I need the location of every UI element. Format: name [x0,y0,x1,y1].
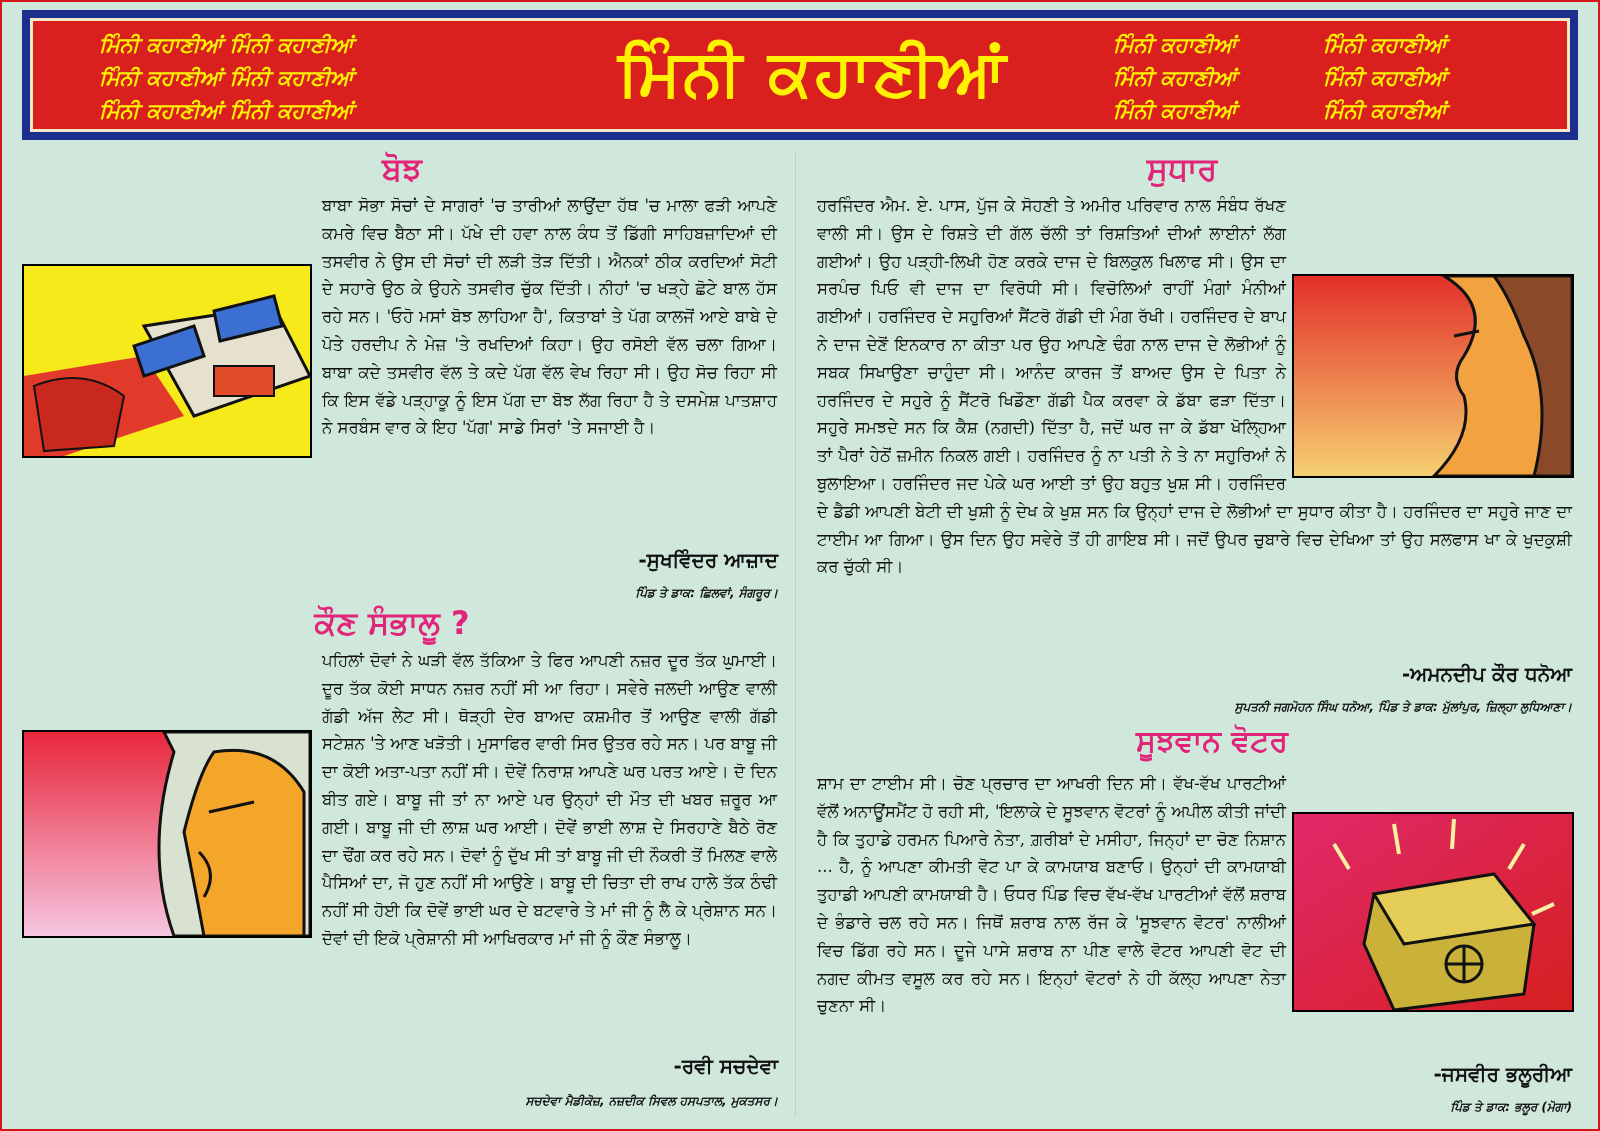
story-bojh-author: -ਸੁਖਵਿੰਦਰ ਆਜ਼ਾਦ [638,548,778,572]
story-voter-body: ਸ਼ਾਮ ਦਾ ਟਾਈਮ ਸੀ। ਚੋਣ ਪ੍ਰਚਾਰ ਦਾ ਆਖਰੀ ਦਿਨ ਸੀ। ਵੱਖ-ਵੱਖ ਪਾਰਟੀਆਂ ਵੱਲੋਂ ਅਨਾਊਂਸਮੈਂਟ ਹੋ ਰਹੀ ਸੀ, 'ਇਲਾਕੇ ਦੇ ਸੂਝਵਾਨ ਵੋਟਰਾਂ ਨੂੰ ਅਪੀਲ ਕੀਤੀ ਜਾਂਦੀ ਹੈ ਕਿ ਤੁਹਾਡੇ ਹਰਮਨ ਪਿਆਰੇ ਨੇਤਾ, ਗ਼ਰੀਬਾਂ ਦੇ ਮਸੀਹਾ, ਜਿਨ੍ਹਾਂ ਦਾ ਚੋਣ ਨਿਸ਼ਾਨ ... ਹੈ, ਨੂੰ ਆਪਣਾ ਕੀਮਤੀ ਵੋਟ ਪਾ ਕੇ ਕਾਮਯਾਬ ਬਣਾਓ। ਉਨ੍ਹਾਂ ਦੀ ਕਾਮਯਾਬੀ ਤੁਹਾਡੀ ਆਪਣੀ ਕਾਮਯਾਬੀ ਹੈ। ਓਧਰ ਪਿੰਡ ਵਿਚ ਵੱਖ-ਵੱਖ ਪਾਰਟੀਆਂ ਵੱਲੋਂ ਸ਼ਰਾਬ ਦੇ ਭੰਡਾਰੇ ਚਲ ਰਹੇ ਸਨ। ਜਿਥੋਂ ਸ਼ਰਾਬ ਨਾਲ ਰੱਜ ਕੇ 'ਸੂਝਵਾਨ ਵੋਟਰ' ਨਾਲੀਆਂ ਵਿਚ ਡਿੱਗ ਰਹੇ ਸਨ। ਦੂਜੇ ਪਾਸੇ ਸ਼ਰਾਬ ਨਾ ਪੀਣ ਵਾਲੇ ਵੋਟਰ ਆਪਣੀ ਵੋਟ ਦੀ ਨਗਦ ਕੀਮਤ ਵਸੂਲ ਕਰ ਰਹੇ ਸਨ। ਇਨ੍ਹਾਂ ਵੋਟਰਾਂ ਨੇ ਹੀ ਕੱਲ੍ਹ ਆਪਣਾ ਨੇਤਾ ਚੁਣਨਾ ਸੀ। [817,774,1286,1016]
story-sudhar-float [1286,274,1572,484]
banner-repeat-6: ਮਿੰਨੀ ਕਹਾਣੀਆਂ [1113,99,1237,123]
story-kaun-text [22,647,777,1027]
banner-repeat-1: ਮਿੰਨੀ ਕਹਾਣੀਆਂ ਮਿੰਨੀ ਕਹਾਣੀਆਂ [99,33,354,57]
banner-repeat-5: ਮਿੰਨੀ ਕਹਾਣੀਆਂ [1113,66,1237,90]
banner-repeat-3: ਮਿੰਨੀ ਕਹਾਣੀਆਂ ਮਿੰਨੀ ਕਹਾਣੀਆਂ [99,99,354,123]
story-bojh-float [22,264,322,464]
story-sudhar-text [817,192,1572,662]
story-voter-float [1286,800,1572,996]
banner-inner [30,18,1570,132]
story-bojh-title: ਬੋਝ [381,150,423,188]
story-kaun-float [22,729,322,943]
story-kaun-author: -ਰਵੀ ਸਚਦੇਵਾ [673,1054,778,1078]
banner-repeat-7: ਮਿੰਨੀ ਕਹਾਣੀਆਂ [1323,33,1447,57]
banner-repeat-2: ਮਿੰਨੀ ਕਹਾਣੀਆਂ ਮਿੰਨੀ ਕਹਾਣੀਆਂ [99,66,354,90]
story-kaun-place: ਸਚਦੇਵਾ ਮੈਡੀਕੋਜ਼, ਨਜ਼ਦੀਕ ਸਿਵਲ ਹਸਪਤਾਲ, ਮੁਕਤਸਰ। [525,1094,778,1108]
story-voter-title: ਸੂਝਵਾਨ ਵੋਟਰ [1135,724,1288,759]
banner [22,10,1578,140]
story-voter-place: ਪਿੰਡ ਤੇ ਡਾਕ: ਭਲੂਰ (ਮੋਗਾ) [1450,1100,1572,1114]
story-kaun-title: ਕੌਣ ਸੰਭਾਲੂ ? [314,604,470,642]
banner-repeat-9: ਮਿੰਨੀ ਕਹਾਣੀਆਂ [1323,99,1447,123]
banner-title: ਮਿੰਨੀ ਕਹਾਣੀਆਂ [617,37,1009,111]
story-sudhar-title: ਸੁਧਾਰ [1146,150,1218,188]
story-voter-author: -ਜਸਵੀਰ ਭਲੂਰੀਆ [1433,1062,1572,1086]
column-divider [795,152,796,1117]
story-sudhar-body: ਹਰਜਿੰਦਰ ਐਮ. ਏ. ਪਾਸ, ਪੁੱਜ ਕੇ ਸੋਹਣੀ ਤੇ ਅਮੀਰ ਪਰਿਵਾਰ ਨਾਲ ਸੰਬੰਧ ਰੱਖਣ ਵਾਲੀ ਸੀ। ਉਸ ਦੇ ਰਿਸ਼ਤੇ ਦੀ ਗੱਲ ਚੱਲੀ ਤਾਂ ਰਿਸ਼ਤਿਆਂ ਦੀਆਂ ਲਾਈਨਾਂ ਲੱਗ ਗਈਆਂ। ਉਹ ਪੜ੍ਹੀ-ਲਿਖੀ ਹੋਣ ਕਰਕੇ ਦਾਜ ਦੇ ਬਿਲਕੁਲ ਖਿਲਾਫ ਸੀ। ਉਸ ਦਾ ਸਰਪੰਚ ਪਿਓ ਵੀ ਦਾਜ ਦਾ ਵਿਰੋਧੀ ਸੀ। ਵਿਚੋਲਿਆਂ ਰਾਹੀਂ ਮੰਗਾਂ ਮੰਨੀਆਂ ਗਈਆਂ। ਹਰਜਿੰਦਰ ਦੇ ਸਹੁਰਿਆਂ ਸੈਂਟਰੋ ਗੱਡੀ ਦੀ ਮੰਗ ਰੱਖੀ। ਹਰਜਿੰਦਰ ਦੇ ਬਾਪ ਨੇ ਦਾਜ ਦੇਣੋਂ ਇਨਕਾਰ ਨਾ ਕੀਤਾ ਪਰ ਉਹ ਆਪਣੇ ਢੰਗ ਨਾਲ ਦਾਜ ਦੇ ਲੋਭੀਆਂ ਨੂੰ ਸਬਕ ਸਿਖਾਉਣਾ ਚਾਹੁੰਦਾ ਸੀ। ਆਨੰਦ ਕਾਰਜ ਤੋਂ ਬਾਅਦ ਉਸ ਦੇ ਪਿਤਾ ਨੇ ਹਰਜਿੰਦਰ ਦੇ ਸਹੁਰੇ ਨੂੰ ਸੈਂਟਰੋ ਖਿਡੌਣਾ ਗੱਡੀ ਪੈਕ ਕਰਵਾ ਕੇ ਡੱਬਾ ਫੜਾ ਦਿੱਤਾ। ਸਹੁਰੇ ਸਮਝਦੇ ਸਨ ਕਿ ਕੈਸ਼ (ਨਗਦੀ) ਦਿੱਤਾ ਹੈ, ਜਦੋਂ ਘਰ ਜਾ ਕੇ ਡੱਬਾ ਖੋਲ੍ਹਿਆ ਤਾਂ ਪੈਰਾਂ ਹੇਠੋਂ ਜ਼ਮੀਨ ਨਿਕਲ ਗਈ। ਹਰਜਿੰਦਰ ਨੂੰ ਨਾ ਪਤੀ ਨੇ ਤੇ ਨਾ ਸਹੁਰਿਆਂ ਨੇ ਬੁਲਾਇਆ। ਹਰਜਿੰਦਰ ਜਦ ਪੇਕੇ ਘਰ ਆਈ ਤਾਂ ਉਹ ਬਹੁਤ ਖੁਸ਼ ਸੀ। ਹਰਜਿੰਦਰ ਦੇ ਡੈਡੀ ਆਪਣੀ ਬੇਟੀ ਦੀ ਖੁਸ਼ੀ ਨੂੰ ਦੇਖ ਕੇ ਖੁਸ਼ ਸਨ ਕਿ ਉਨ੍ਹਾਂ ਦਾਜ ਦੇ ਲੋਭੀਆਂ ਦਾ ਸੁਧਾਰ ਕੀਤਾ ਹੈ। ਹਰਜਿੰਦਰ ਦਾ ਸਹੁਰੇ ਜਾਣ ਦਾ ਟਾਈਮ ਆ ਗਿਆ। ਉਸ ਦਿਨ ਉਹ ਸਵੇਰੇ ਤੋਂ ਹੀ ਗਾਇਬ ਸੀ। ਜਦੋਂ ਉਪਰ ਚੁਬਾਰੇ ਵਿਚ ਦੇਖਿਆ ਤਾਂ ਉਹ ਸਲਫਾਸ ਖਾ ਕੇ ਖੁਦਕੁਸ਼ੀ ਕਰ ਚੁੱਕੀ ਸੀ। [817,196,1572,577]
story-sudhar-author: -ਅਮਨਦੀਪ ਕੌਰ ਧਨੋਆ [1401,662,1572,686]
story-bojh-place: ਪਿੰਡ ਤੇ ਡਾਕ: ਛਿਲਵਾਂ, ਸੰਗਰੂਰ। [635,586,778,600]
banner-repeat-8: ਮਿੰਨੀ ਕਹਾਣੀਆਂ [1323,66,1447,90]
banner-repeat-4: ਮਿੰਨੀ ਕਹਾਣੀਆਂ [1113,33,1237,57]
story-bojh-body: ਬਾਬਾ ਸੋਭਾ ਸੋਚਾਂ ਦੇ ਸਾਗਰਾਂ 'ਚ ਤਾਰੀਆਂ ਲਾਉਂਦਾ ਹੱਥ 'ਚ ਮਾਲਾ ਫੜੀ ਆਪਣੇ ਕਮਰੇ ਵਿਚ ਬੈਠਾ ਸੀ। ਪੱਖੇ ਦੀ ਹਵਾ ਨਾਲ ਕੰਧ ਤੋਂ ਡਿੱਗੀ ਸਾਹਿਬਜ਼ਾਦਿਆਂ ਦੀ ਤਸਵੀਰ ਨੇ ਉਸ ਦੀ ਸੋਚਾਂ ਦੀ ਲੜੀ ਤੋੜ ਦਿੱਤੀ। ਐਨਕਾਂ ਠੀਕ ਕਰਦਿਆਂ ਸੋਟੀ ਦੇ ਸਹਾਰੇ ਉਠ ਕੇ ਉਹਨੇ ਤਸਵੀਰ ਚੁੱਕ ਦਿੱਤੀ। ਨੀਹਾਂ 'ਚ ਖੜ੍ਹੇ ਛੋਟੇ ਬਾਲ ਹੱਸ ਰਹੇ ਸਨ। 'ਓਹੋ ਮਸਾਂ ਬੋਝ ਲਾਹਿਆ ਹੈ', ਕਿਤਾਬਾਂ ਤੇ ਪੱਗ ਕਾਲਜੋਂ ਆਏ ਬਾਬੇ ਦੇ ਪੋਤੇ ਹਰਦੀਪ ਨੇ ਮੇਜ਼ 'ਤੇ ਰਖਦਿਆਂ ਕਿਹਾ। ਉਹ ਰਸੋਈ ਵੱਲ ਚਲਾ ਗਿਆ। ਬਾਬਾ ਕਦੇ ਤਸਵੀਰ ਵੱਲ ਤੇ ਕਦੇ ਪੱਗ ਵੱਲ ਵੇਖ ਰਿਹਾ ਸੀ। ਉਹ ਸੋਚ ਰਿਹਾ ਸੀ ਕਿ ਇਸ ਵੱਡੇ ਪੜ੍ਹਾਕੂ ਨੂੰ ਇਸ ਪੱਗ ਦਾ ਬੋਝ ਲੱਗ ਰਿਹਾ ਹੈ ਤੇ ਦਸਮੇਸ਼ ਪਾਤਸ਼ਾਹ ਨੇ ਸਰਬੰਸ ਵਾਰ ਕੇ ਇਹ 'ਪੱਗ' ਸਾਡੇ ਸਿਰਾਂ 'ਤੇ ਸਜਾਈ ਹੈ। [322,196,777,438]
story-sudhar-place: ਸੁਪਤਨੀ ਜਗਮੋਹਨ ਸਿੰਘ ਧਨੋਆ, ਪਿੰਡ ਤੇ ਡਾਕ: ਮੁੱਲਾਂਪੁਰ, ਜ਼ਿਲ੍ਹਾ ਲੁਧਿਆਣਾ। [1234,700,1572,714]
story-bojh-text [22,192,777,532]
story-voter-text [817,770,1572,1070]
story-kaun-body: ਪਹਿਲਾਂ ਦੋਵਾਂ ਨੇ ਘੜੀ ਵੱਲ ਤੱਕਿਆ ਤੇ ਫਿਰ ਆਪਣੀ ਨਜ਼ਰ ਦੂਰ ਤੱਕ ਘੁਮਾਈ। ਦੂਰ ਤੱਕ ਕੋਈ ਸਾਧਨ ਨਜ਼ਰ ਨਹੀਂ ਸੀ ਆ ਰਿਹਾ। ਸਵੇਰੇ ਜਲਦੀ ਆਉਣ ਵਾਲੀ ਗੱਡੀ ਅੱਜ ਲੇਟ ਸੀ। ਥੋੜ੍ਹੀ ਦੇਰ ਬਾਅਦ ਕਸ਼ਮੀਰ ਤੋਂ ਆਉਣ ਵਾਲੀ ਗੱਡੀ ਸਟੇਸ਼ਨ 'ਤੇ ਆਣ ਖੜੋਤੀ। ਮੁਸਾਫਿਰ ਵਾਰੀ ਸਿਰ ਉਤਰ ਰਹੇ ਸਨ। ਪਰ ਬਾਬੂ ਜੀ ਦਾ ਕੋਈ ਅਤਾ-ਪਤਾ ਨਹੀਂ ਸੀ। ਦੋਵੇਂ ਨਿਰਾਸ਼ ਆਪਣੇ ਘਰ ਪਰਤ ਆਏ। ਦੋ ਦਿਨ ਬੀਤ ਗਏ। ਬਾਬੂ ਜੀ ਤਾਂ ਨਾ ਆਏ ਪਰ ਉਨ੍ਹਾਂ ਦੀ ਮੌਤ ਦੀ ਖਬਰ ਜ਼ਰੂਰ ਆ ਗਈ। ਬਾਬੂ ਜੀ ਦੀ ਲਾਸ਼ ਘਰ ਆਈ। ਦੋਵੇਂ ਭਾਈ ਲਾਸ਼ ਦੇ ਸਿਰਹਾਣੇ ਬੈਠੇ ਰੋਣ ਦਾ ਢੌਂਗ ਕਰ ਰਹੇ ਸਨ। ਦੋਵਾਂ ਨੂੰ ਦੁੱਖ ਸੀ ਤਾਂ ਬਾਬੂ ਜੀ ਦੀ ਨੌਕਰੀ ਤੋਂ ਮਿਲਣ ਵਾਲੇ ਪੈਸਿਆਂ ਦਾ, ਜੋ ਹੁਣ ਨਹੀਂ ਸੀ ਆਉਣੇ। ਬਾਬੂ ਦੀ ਚਿਤਾ ਦੀ ਰਾਖ ਹਾਲੇ ਤੱਕ ਠੰਢੀ ਨਹੀਂ ਸੀ ਹੋਈ ਕਿ ਦੋਵੇਂ ਭਾਈ ਘਰ ਦੇ ਬਟਵਾਰੇ ਤੇ ਮਾਂ ਜੀ ਨੂੰ ਲੈ ਕੇ ਪ੍ਰੇਸ਼ਾਨ ਸਨ। ਦੋਵਾਂ ਦੀ ਇਕੋ ਪ੍ਰੇਸ਼ਾਨੀ ਸੀ ਆਖਿਰਕਾਰ ਮਾਂ ਜੀ ਨੂੰ ਕੌਣ ਸੰਭਾਲੂ। [322,651,777,948]
